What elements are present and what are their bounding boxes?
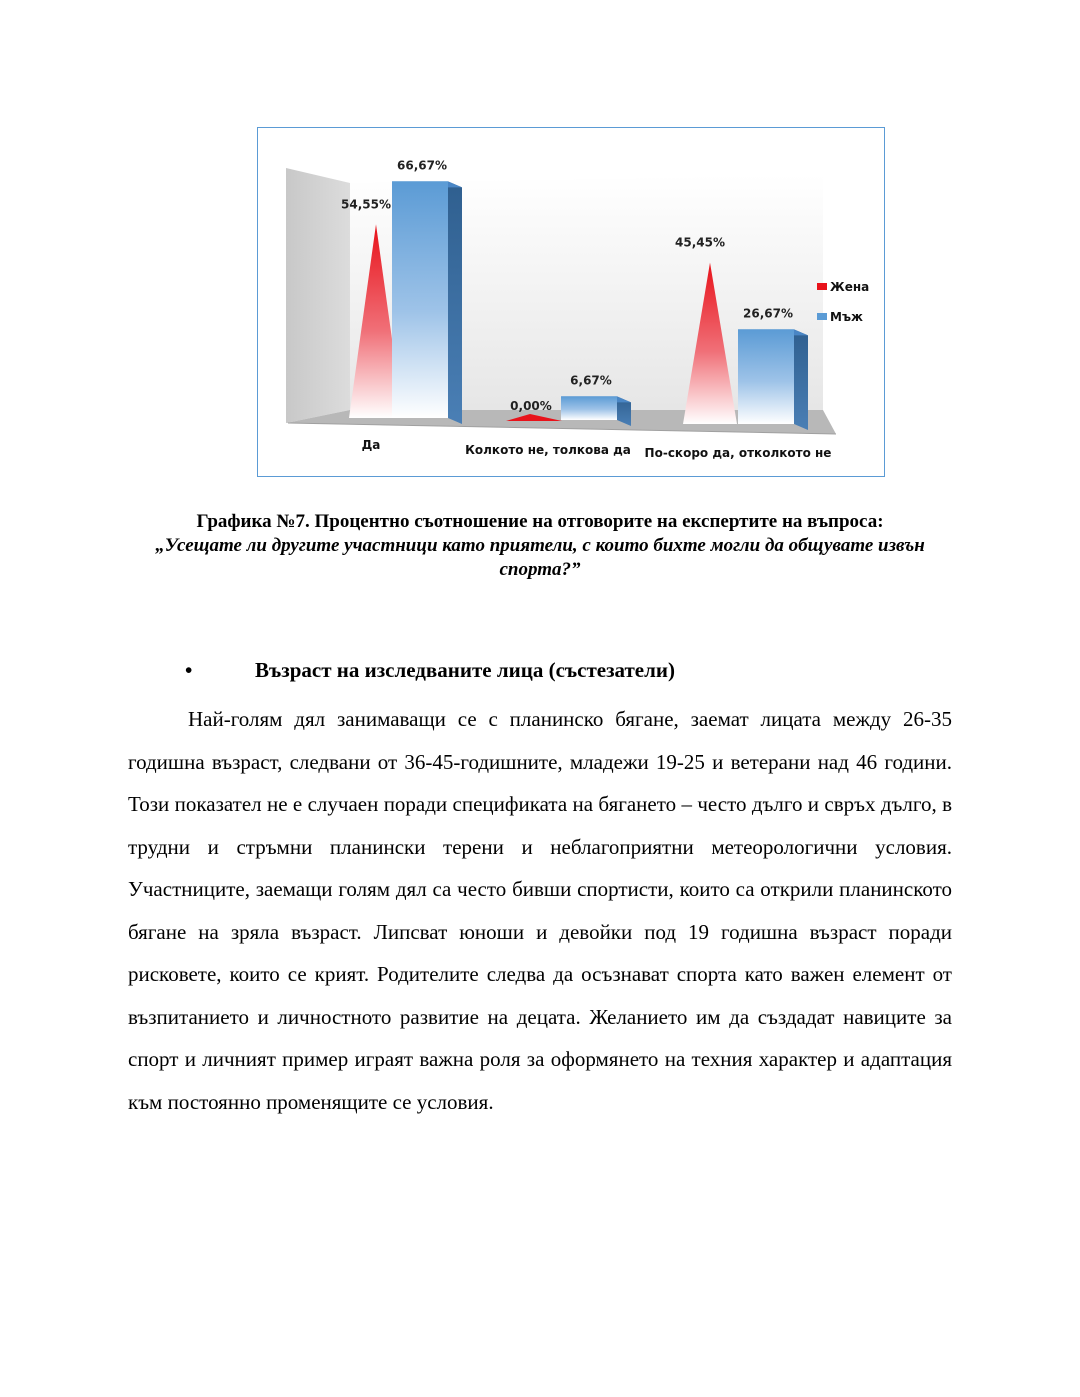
legend-swatch-mazh	[817, 313, 827, 320]
data-label-mazh-1: 6,67%	[570, 373, 612, 388]
legend-label-mazh: Мъж	[830, 310, 863, 324]
category-label-po-skoro: По-скоро да, отколкото не	[644, 446, 832, 460]
chart-container	[257, 127, 885, 477]
legend-label-zhena: Жена	[830, 280, 870, 294]
bar-mazh-side-0	[448, 181, 462, 424]
section-heading-text: Възраст на изследваните лица (състезатели)	[255, 658, 675, 682]
bar-mazh-0	[392, 181, 448, 418]
category-label-da: Да	[361, 438, 381, 452]
legend-swatch-zhena	[817, 283, 827, 290]
body-paragraph: Най-голям дял занимаващи се с планинско бягане, заемат лицата между 26-35 годишна възраст, следвани от 36-45-годишните, младежи 19-25 и ветерани над 46 години. Този показател не е случаен поради спецификата на бягането – често дълго и свръх дълго, в трудни и стръмни планински терени и неблагоприятни метеорологични условия. Участниците, заемащи голям дял са често бивши спортисти, които са открили планинското бягане на зряла възраст. Липсват юноши и девойки под 19 годишна възраст поради рисковете, които се крият. Родителите следва да осъзнават спорта като важен елемент от възпитанието и личностното развитие на децата. Желанието им да създадат навиците за спорт и личният пример играят важна роля за оформянето на техния характер и адаптация към постоянно променящите се условия.	[128, 707, 952, 1114]
data-label-zhena-2: 45,45%	[675, 235, 725, 250]
data-label-zhena-0: 54,55%	[341, 197, 391, 212]
bar-chart-3d	[258, 128, 884, 476]
caption-title: Графика №7. Процентно съотношение на отговорите на експертите на въпроса:	[196, 511, 884, 532]
data-label-zhena-1: 0,00%	[510, 399, 552, 413]
data-label-mazh-0: 66,67%	[397, 158, 447, 173]
category-label-kolkoto: Колкото не, толкова да	[465, 443, 631, 457]
bar-mazh-2	[738, 329, 794, 424]
bar-mazh-1	[561, 396, 617, 420]
data-label-mazh-2: 26,67%	[743, 306, 793, 321]
bar-mazh-side-2	[794, 329, 808, 430]
caption-question: „Усещате ли другите участници като приятели, с които бихте могли да общувате извън спорта?”	[155, 535, 925, 580]
figure-caption	[120, 510, 960, 582]
bullet: •	[185, 658, 193, 682]
section-heading	[185, 658, 675, 683]
